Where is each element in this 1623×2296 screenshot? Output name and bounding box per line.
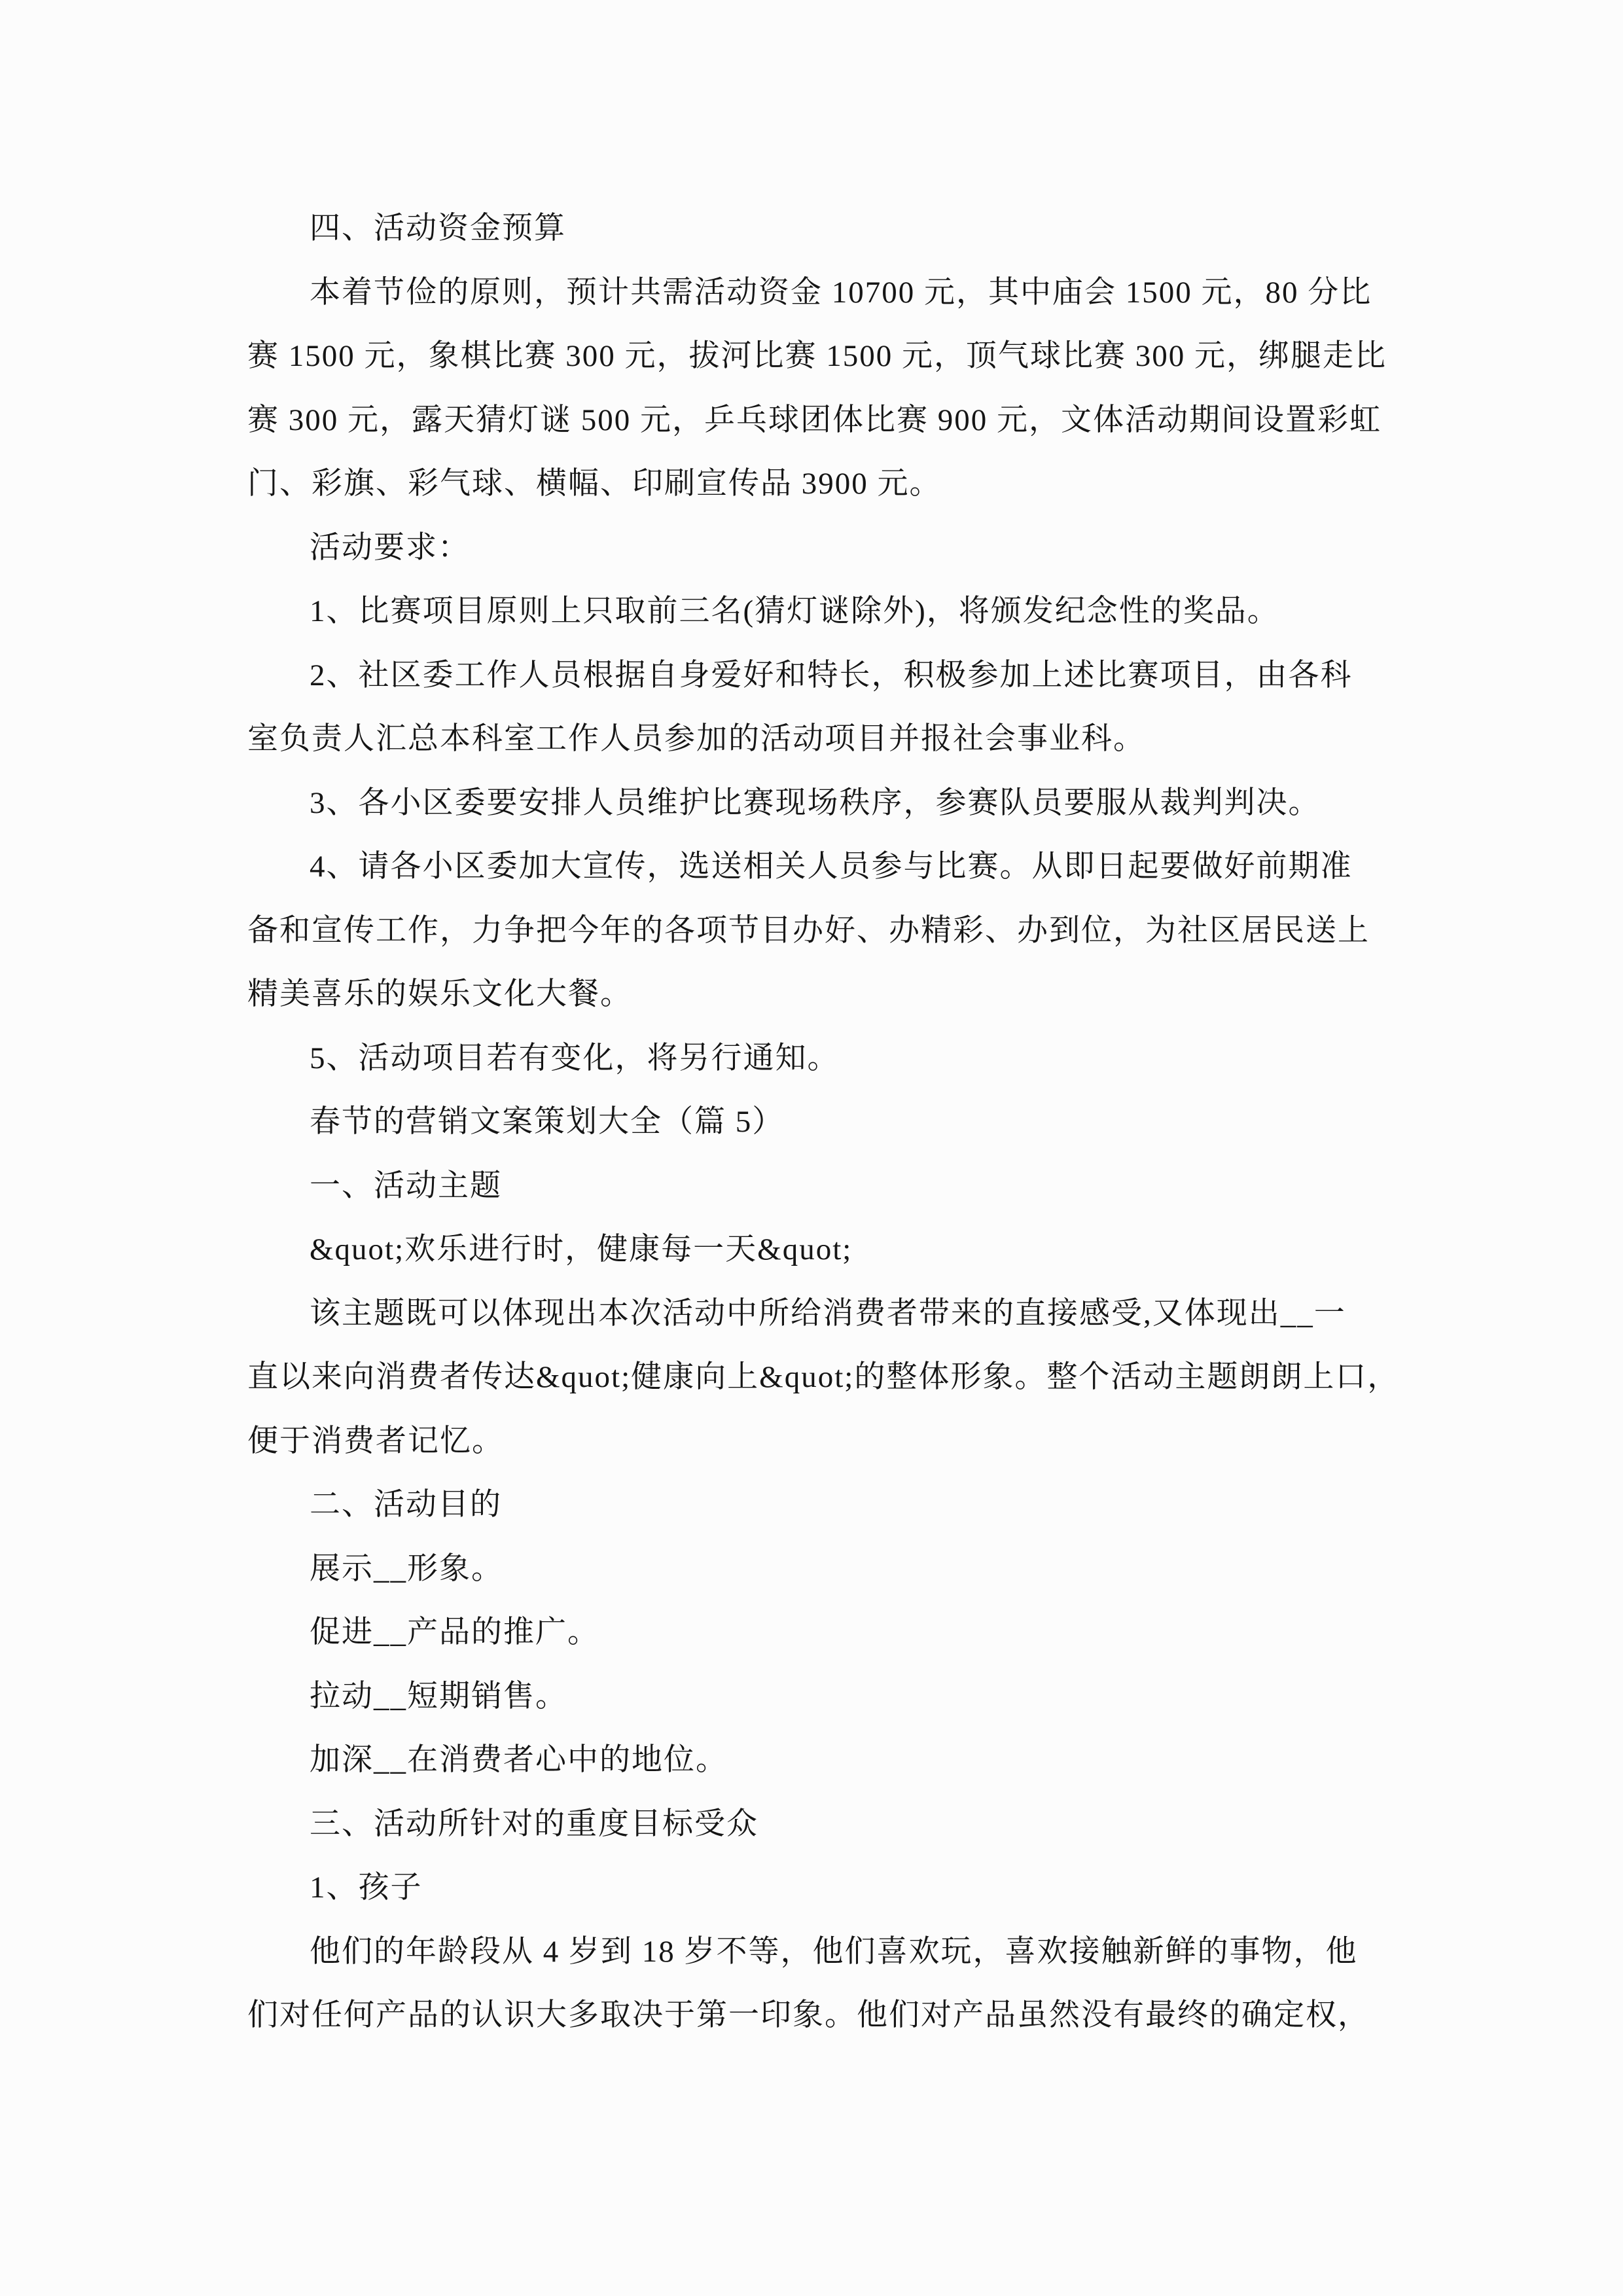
doc-line: 活动要求：: [310, 530, 470, 565]
section-heading-line: 一、活动主题: [310, 1168, 502, 1203]
doc-line: 门、彩旗、彩气球、横幅、印刷宣传品 3900 元。: [247, 467, 942, 501]
doc-line: 本着节俭的原则，预计共需活动资金 10700 元，其中庙会 1500 元，80 分比: [310, 275, 1372, 310]
doc-line: 们对任何产品的认识大多取决于第一印象。他们对产品虽然没有最终的确定权，: [247, 1998, 1370, 2032]
doc-line: 拉动__短期销售。: [310, 1679, 567, 1713]
doc-line: 展示__形象。: [310, 1551, 503, 1586]
doc-line: 加深__在消费者心中的地位。: [310, 1743, 728, 1777]
doc-line: 1、孩子: [310, 1871, 423, 1905]
doc-title-line: 春节的营销文案策划大全（篇 5）: [310, 1105, 785, 1139]
doc-line: 4、请各小区委加大宣传，选送相关人员参与比赛。从即日起要做好前期准: [310, 850, 1353, 884]
doc-line: 赛 1500 元，象棋比赛 300 元，拔河比赛 1500 元，顶气球比赛 300 元，绑腿走比: [247, 339, 1387, 373]
doc-line: 赛 300 元，露天猜灯谜 500 元，乒乓球团体比赛 900 元，文体活动期间设置彩虹: [247, 403, 1382, 437]
doc-line: 便于消费者记忆。: [247, 1424, 504, 1458]
doc-line: 3、各小区委要安排人员维护比赛现场秩序，参赛队员要服从裁判判决。: [310, 785, 1321, 820]
section-heading-line: 三、活动所针对的重度目标受众: [310, 1806, 758, 1841]
section-heading-line: 二、活动目的: [310, 1488, 502, 1522]
section-heading-line: 四、活动资金预算: [310, 211, 566, 245]
doc-line: 1、比赛项目原则上只取前三名(猜灯谜除外)，将颁发纪念性的奖品。: [310, 594, 1279, 628]
doc-line: 该主题既可以体现出本次活动中所给消费者带来的直接感受,又体现出__一: [310, 1296, 1346, 1331]
doc-line: 他们的年龄段从 4 岁到 18 岁不等，他们喜欢玩，喜欢接触新鲜的事物，他: [310, 1934, 1358, 1969]
doc-line: 5、活动项目若有变化，将另行通知。: [310, 1041, 840, 1075]
doc-line: 直以来向消费者传达&quot;健康向上&quot;的整体形象。整个活动主题朗朗上口，: [247, 1360, 1400, 1394]
doc-line: 促进__产品的推广。: [310, 1615, 599, 1649]
doc-line: &quot;欢乐进行时，健康每一天&quot;: [310, 1232, 853, 1266]
doc-line: 2、社区委工作人员根据自身爱好和特长，积极参加上述比赛项目，由各科: [310, 658, 1353, 692]
doc-line: 精美喜乐的娱乐文化大餐。: [247, 977, 632, 1011]
doc-line: 室负责人汇总本科室工作人员参加的活动项目并报社会事业科。: [247, 722, 1145, 756]
doc-line: 备和宣传工作，力争把今年的各项节目办好、办精彩、办到位，为社区居民送上: [247, 913, 1370, 948]
